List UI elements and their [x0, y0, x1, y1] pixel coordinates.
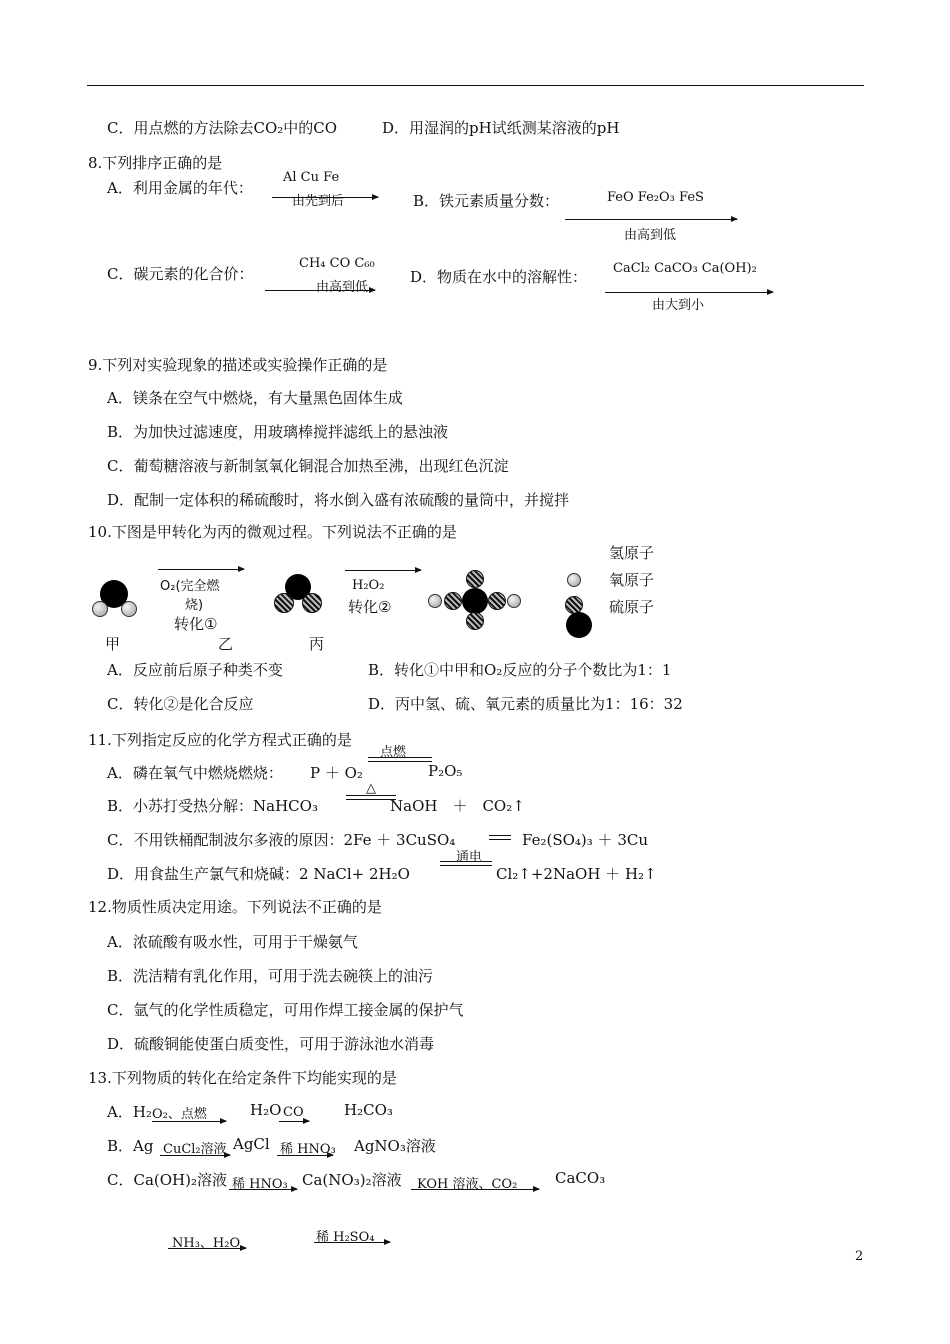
- q8-d-arrow-label: 由大到小: [652, 298, 705, 313]
- q9-option-b: B．为加快过滤速度，用玻璃棒搅拌滤纸上的悬浊液: [107, 423, 449, 441]
- q12-stem: 12.物质性质决定用途。下列说法不正确的是: [88, 898, 382, 916]
- q13-stem: 13.下列物质的转化在给定条件下均能实现的是: [88, 1069, 397, 1087]
- q13-b-end: AgNO₃溶液: [354, 1137, 436, 1155]
- q8-b-label: B．铁元素质量分数：: [413, 192, 560, 210]
- q13-b-middle: AgCl: [233, 1135, 270, 1153]
- q8-b-items: FeO Fe₂O₃ FeS: [607, 190, 704, 205]
- q8-b-arrow: [565, 219, 737, 220]
- q12-option-d: D．硫酸铜能使蛋白质变性，可用于游泳池水消毒: [107, 1035, 435, 1053]
- q13-d-condition-2: 稀 H₂SO₄: [316, 1230, 375, 1245]
- conversion-1-arrow: [158, 569, 244, 570]
- page-number: 2: [855, 1249, 864, 1264]
- conversion-1-condition: O₂(完全燃: [160, 579, 220, 594]
- q8-stem: 8.下列排序正确的是: [88, 154, 223, 172]
- q13-d-arrow-1: [168, 1248, 246, 1249]
- q8-d-label: D．物质在水中的溶解性：: [410, 268, 588, 286]
- q8-a-arrow-label: 由先到后: [292, 194, 345, 209]
- q8-d-items: CaCl₂ CaCO₃ Ca(OH)₂: [613, 261, 757, 276]
- option-c-prev: C．用点燃的方法除去CO₂中的CO: [107, 119, 338, 137]
- q13-b-arrow-2: [277, 1155, 333, 1156]
- q11-c-rhs: Fe₂(SO₄)₃ ＋ 3Cu: [522, 831, 648, 849]
- legend-sulfur-atom: [566, 612, 592, 638]
- q13-a-start: A．H₂: [107, 1103, 152, 1121]
- conversion-1-label: 转化①: [174, 615, 218, 633]
- label-jia: 甲: [105, 635, 121, 653]
- q10-option-c: C．转化②是化合反应: [107, 695, 254, 713]
- q11-a-rhs: P₂O₅: [428, 762, 463, 780]
- label-yi: 乙: [218, 635, 234, 653]
- bing-oxygen-atom: [444, 592, 462, 610]
- q13-c-arrow-1: [229, 1189, 297, 1190]
- legend-oxygen-label: 氧原子: [609, 571, 655, 589]
- q10-option-b: B．转化①中甲和O₂反应的分子个数比为1：1: [368, 661, 672, 679]
- q8-a-items: Al Cu Fe: [283, 170, 340, 185]
- bing-oxygen-atom: [466, 570, 484, 588]
- q10-option-d: D．丙中氢、硫、氧元素的质量比为1：16：32: [368, 695, 683, 713]
- q9-stem: 9.下列对实验现象的描述或实验操作正确的是: [88, 356, 388, 374]
- q11-a-condition: 点燃: [380, 745, 407, 760]
- q13-c-start: C．Ca(OH)₂溶液: [107, 1171, 227, 1189]
- q11-b-text: B．小苏打受热分解：NaHCO₃: [107, 797, 318, 815]
- jia-hydrogen-atom: [121, 601, 137, 617]
- q13-c-condition-2: KOH 溶液、CO₂: [417, 1177, 518, 1192]
- legend-hydrogen-atom: [567, 573, 581, 587]
- q13-b-condition-1: CuCl₂溶液: [163, 1142, 227, 1157]
- q10-stem: 10.下图是甲转化为丙的微观过程。下列说法不正确的是: [88, 523, 457, 541]
- q13-a-condition-2: CO: [283, 1105, 304, 1120]
- q9-option-d: D．配制一定体积的稀硫酸时，将水倒入盛有浓硫酸的量筒中，并搅拌: [107, 491, 570, 509]
- q11-d-text: D．用食盐生产氯气和烧碱：2 NaCl+ 2H₂O: [107, 865, 410, 883]
- q9-option-c: C．葡萄糖溶液与新制氢氧化铜混合加热至沸，出现红色沉淀: [107, 457, 509, 475]
- q13-a-end: H₂CO₃: [344, 1101, 393, 1119]
- bing-sulfur-atom: [462, 588, 488, 614]
- q11-c-equals-sign: [489, 835, 511, 840]
- option-d-prev: D．用湿润的pH试纸测某溶液的pH: [382, 119, 620, 137]
- bing-hydrogen-atom: [428, 594, 442, 608]
- yi-oxygen-atom: [302, 593, 322, 613]
- bing-oxygen-atom: [488, 592, 506, 610]
- q8-a-label: A．利用金属的年代：: [107, 179, 253, 197]
- bing-hydrogen-atom: [507, 594, 521, 608]
- q11-b-equals-sign: [346, 795, 396, 800]
- legend-hydrogen-label: 氢原子: [609, 544, 655, 562]
- bing-oxygen-atom: [466, 612, 484, 630]
- q11-stem: 11.下列指定反应的化学方程式正确的是: [88, 731, 352, 749]
- yi-oxygen-atom: [274, 593, 294, 613]
- q13-b-arrow-1: [160, 1155, 230, 1156]
- q11-b-rhs: NaOH ＋ CO₂↑: [390, 797, 525, 815]
- conversion-1-condition: 烧): [185, 598, 204, 613]
- q12-option-b: B．洗洁精有乳化作用，可用于洗去碗筷上的油污: [107, 967, 434, 985]
- q13-b-condition-2: 稀 HNO₃: [280, 1142, 336, 1157]
- q13-d-arrow-2: [314, 1242, 390, 1243]
- q11-a-text: A．磷在氧气中燃烧燃烧：: [107, 764, 283, 782]
- q8-c-items: CH₄ CO C₆₀: [299, 256, 375, 271]
- q12-option-a: A．浓硫酸有吸水性，可用于干燥氨气: [107, 933, 358, 951]
- conversion-2-condition: H₂O₂: [352, 578, 385, 593]
- conversion-2-label: 转化②: [348, 598, 392, 616]
- q11-a-lhs: P ＋ O₂: [310, 764, 363, 782]
- q13-c-condition-1: 稀 HNO₃: [232, 1177, 288, 1192]
- q11-d-equals-sign: [440, 861, 492, 866]
- q8-c-arrow-label: 由高到低: [316, 280, 369, 295]
- q11-a-equals-sign: [368, 757, 432, 762]
- q12-option-c: C．氩气的化学性质稳定，可用作焊工接金属的保护气: [107, 1001, 464, 1019]
- conversion-2-arrow: [345, 570, 421, 571]
- q11-d-rhs: Cl₂↑+2NaOH ＋ H₂↑: [496, 865, 657, 883]
- q11-d-condition: 通电: [456, 850, 483, 865]
- header-rule: [87, 85, 864, 86]
- q13-c-end: CaCO₃: [555, 1169, 606, 1187]
- q13-d-condition-1: NH₃、H₂O: [172, 1236, 241, 1251]
- q11-c-text: C．不用铁桶配制波尔多液的原因：2Fe ＋ 3CuSO₄: [107, 831, 456, 849]
- label-bing: 丙: [309, 635, 325, 653]
- q8-c-label: C．碳元素的化合价：: [107, 265, 254, 283]
- q13-c-arrow-2: [411, 1189, 539, 1190]
- legend-sulfur-label: 硫原子: [609, 598, 655, 616]
- q8-b-arrow-label: 由高到低: [624, 228, 677, 243]
- q13-a-arrow-2: [279, 1121, 309, 1122]
- q13-a-condition-1: O₂、点燃: [152, 1107, 207, 1122]
- q13-a-arrow-1: [152, 1121, 226, 1122]
- q13-a-middle: H₂O: [250, 1101, 282, 1119]
- q13-c-middle: Ca(NO₃)₂溶液: [302, 1171, 402, 1189]
- q9-option-a: A．镁条在空气中燃烧，有大量黑色固体生成: [107, 389, 403, 407]
- q8-d-arrow: [605, 292, 773, 293]
- q13-b-start: B．Ag: [107, 1137, 154, 1155]
- q10-option-a: A．反应前后原子种类不变: [107, 661, 283, 679]
- jia-hydrogen-atom: [92, 601, 108, 617]
- q11-b-condition: △: [366, 781, 376, 796]
